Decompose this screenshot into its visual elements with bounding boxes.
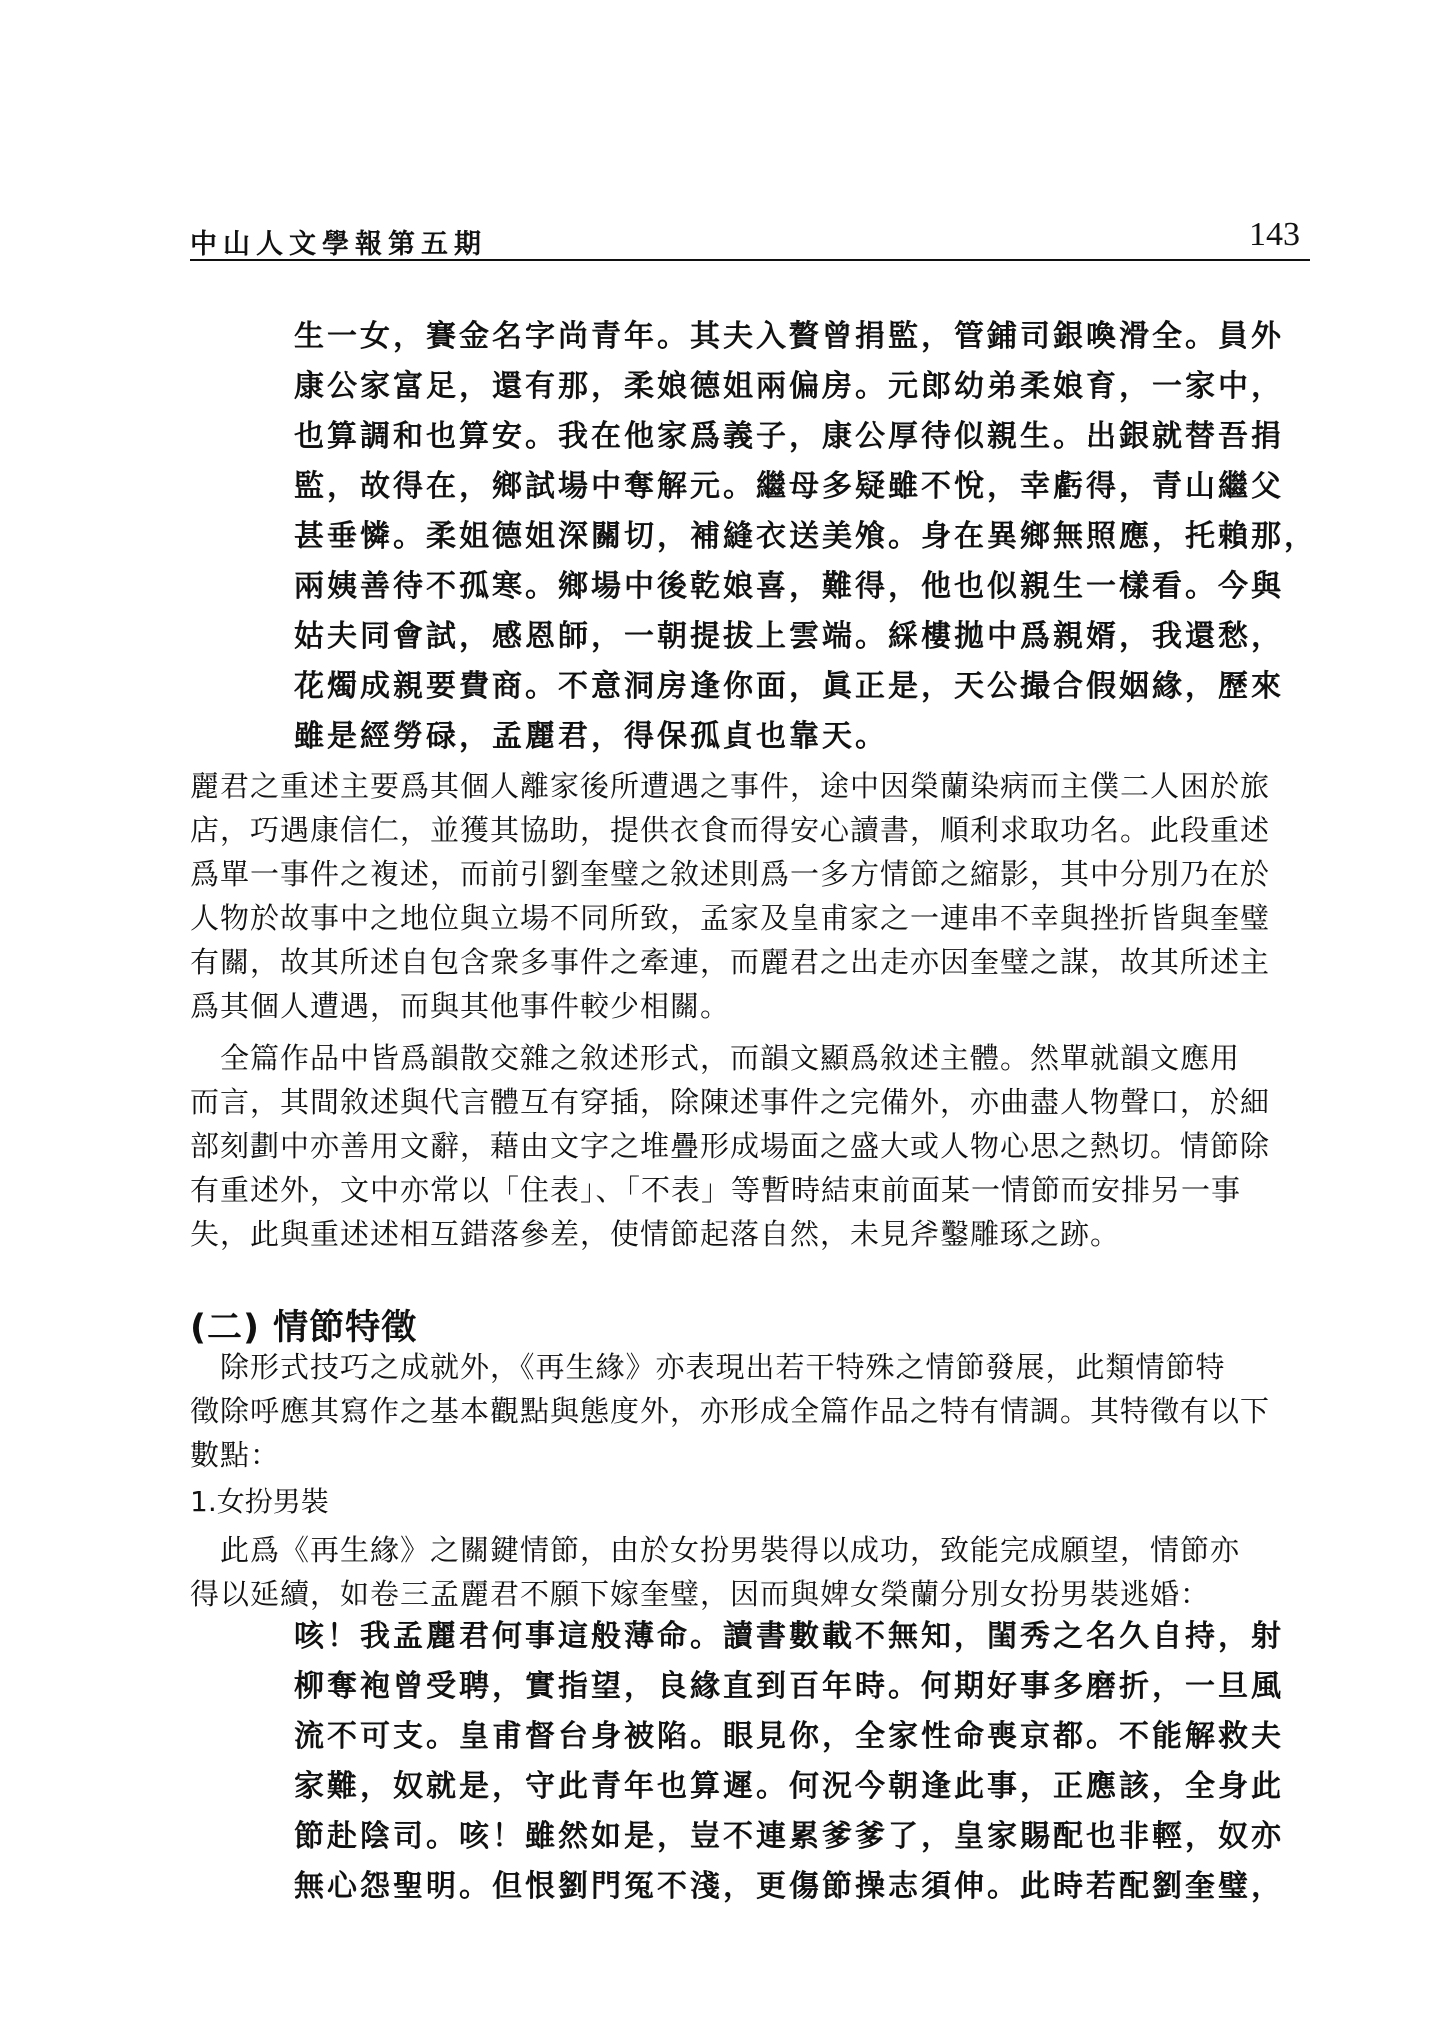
quote-line: 柳奪袍曾受聘，實指望，良緣直到百年時。何期好事多磨折，一旦風 (294, 1669, 1284, 1704)
quote-line: 甚垂憐。柔姐德姐深關切，補縫衣送美飧。身在異鄉無照應，托賴那， (294, 519, 1317, 554)
journal-title: 中山人文學報第五期 (190, 229, 487, 260)
quote-line: 花燭成親要費商。不意洞房逢你面，眞正是，天公撮合假姻緣，歷來 (294, 669, 1284, 704)
text-line: 麗君之重述主要爲其個人離家後所遭遇之事件，途中因榮蘭染病而主僕二人困於旅 (190, 769, 1271, 803)
quote-line: 節赴陰司。咳！雖然如是，豈不連累爹爹了，皇家賜配也非輕，奴亦 (294, 1819, 1284, 1854)
quote-line: 無心怨聖明。但恨劉門冤不淺，更傷節操志須伸。此時若配劉奎璧， (294, 1869, 1284, 1904)
quote-line: 生一女，賽金名字尚青年。其夫入贅曾捐監，管鋪司銀喚滑全。員外 (294, 319, 1284, 354)
text-line: 有重述外，文中亦常以「住表」、「不表」等暫時結束前面某一情節而安排另一事 (190, 1173, 1242, 1207)
running-header (190, 212, 1300, 262)
text-line: 失，此與重述述相互錯落參差，使情節起落自然，未見斧鑿雕琢之跡。 (190, 1217, 1121, 1251)
quote-line: 康公家富足，還有那，柔娘德姐兩偏房。元郎幼弟柔娘育，一家中， (294, 369, 1284, 404)
quote-line: 兩姨善待不孤寒。鄉場中後乾娘喜，難得，他也似親生一樣看。今與 (294, 569, 1284, 604)
text-line: 得以延續，如卷三孟麗君不願下嫁奎璧，因而與婢女榮蘭分別女扮男裝逃婚： (190, 1577, 1211, 1611)
quote-line: 流不可支。皇甫督台身被陷。眼見你，全家性命喪京都。不能解救夫 (294, 1719, 1284, 1754)
text-line: 部刻劃中亦善用文辭，藉由文字之堆疊形成場面之盛大或人物心思之熱切。情節除 (190, 1129, 1271, 1163)
text-line: 店，巧遇康信仁，並獲其協助，提供衣食而得安心讀書，順利求取功名。此段重述 (190, 813, 1271, 847)
paragraph-3 (190, 1345, 1310, 1477)
text-line: 爲其個人遭遇，而與其他事件較少相關。 (190, 989, 731, 1023)
quote-line: 監，故得在，鄉試場中奪解元。繼母多疑雖不悅，幸虧得，青山繼父 (294, 469, 1284, 504)
subsection-heading: 1.女扮男裝 (190, 1485, 329, 1518)
paragraph-4 (190, 1528, 1310, 1616)
block-quote-2 (294, 1612, 1310, 1912)
quote-line: 雖是經勞碌，孟麗君，得保孤貞也靠天。 (294, 719, 888, 754)
text-line: 有關，故其所述自包含衆多事件之牽連，而麗君之出走亦因奎璧之謀，故其所述主 (190, 945, 1271, 979)
paragraph-2 (190, 1036, 1310, 1256)
header-rule (190, 259, 1310, 261)
quote-line: 咳！我孟麗君何事這般薄命。讀書數載不無知，閨秀之名久自持，射 (294, 1619, 1284, 1654)
quote-line: 也算調和也算安。我在他家爲義子，康公厚待似親生。出銀就替吾捐 (294, 419, 1284, 454)
text-line: 徵除呼應其寫作之基本觀點與態度外，亦形成全篇作品之特有情調。其特徵有以下 (190, 1394, 1271, 1428)
block-quote-1 (294, 312, 1317, 762)
text-line: 此爲《再生緣》之關鍵情節，由於女扮男裝得以成功，致能完成願望，情節亦 (190, 1533, 1241, 1567)
quote-line: 姑夫同會試，感恩師，一朝提拔上雲端。綵樓拋中爲親婿，我還愁， (294, 619, 1284, 654)
section-heading: (二) 情節特徵 (190, 1308, 418, 1348)
text-line: 爲單一事件之複述，而前引劉奎璧之敘述則爲一多方情節之縮影，其中分別乃在於 (190, 857, 1271, 891)
text-line: 全篇作品中皆爲韻散交雜之敘述形式，而韻文顯爲敘述主體。然單就韻文應用 (190, 1041, 1241, 1075)
paragraph-1 (190, 764, 1310, 1028)
text-line: 數點： (190, 1438, 281, 1472)
text-line: 除形式技巧之成就外，《再生緣》亦表現出若干特殊之情節發展，此類情節特 (190, 1350, 1226, 1384)
quote-line: 家難，奴就是，守此青年也算遲。何況今朝逢此事，正應該，全身此 (294, 1769, 1284, 1804)
text-line: 人物於故事中之地位與立場不同所致，孟家及皇甫家之一連串不幸與挫折皆與奎璧 (190, 901, 1271, 935)
page-number: 143 (1249, 216, 1300, 253)
text-line: 而言，其間敘述與代言體互有穿插，除陳述事件之完備外，亦曲盡人物聲口，於細 (190, 1085, 1271, 1119)
